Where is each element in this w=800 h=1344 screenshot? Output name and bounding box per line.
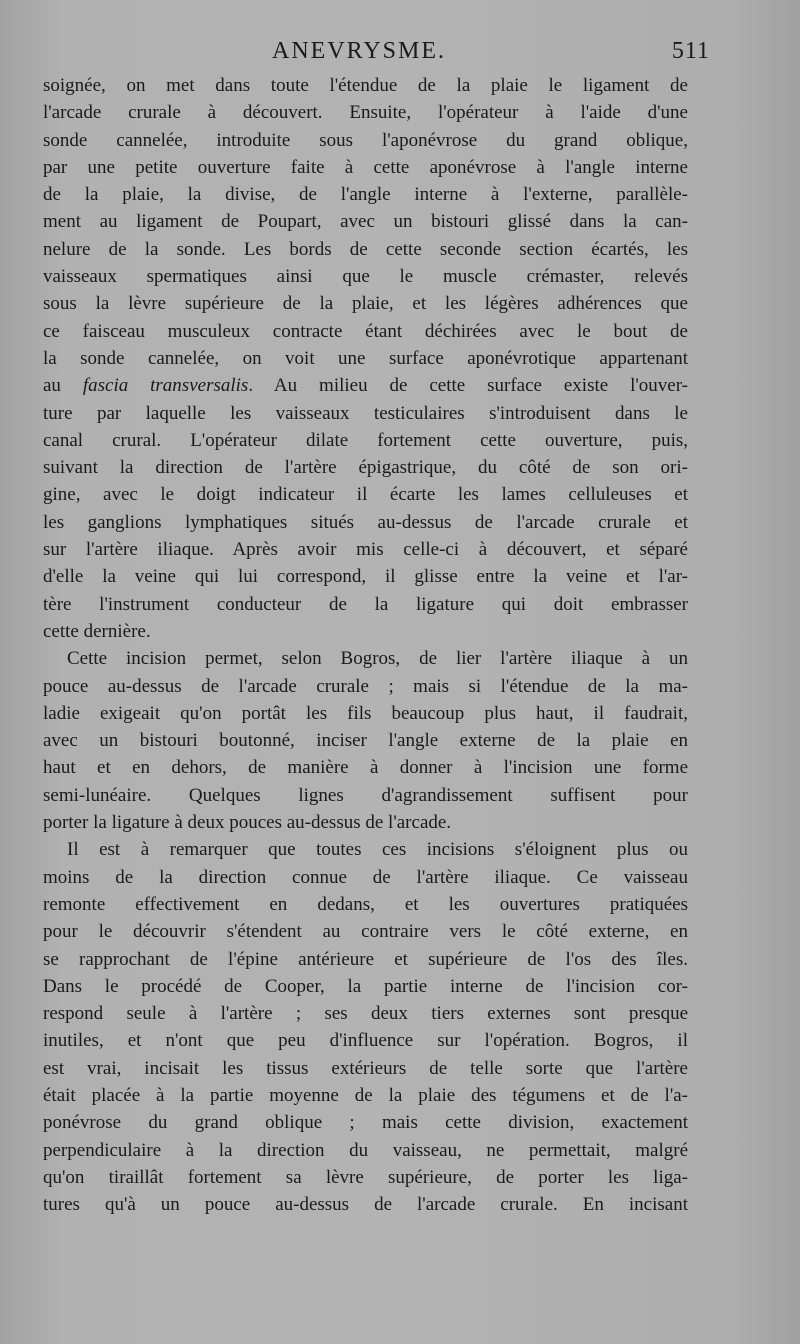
text-line: porter la ligature à deux pouces au-dessus de l'arcade. xyxy=(43,812,452,834)
text-line: ce faisceau musculeux contracte étant déchirées avec le bout de xyxy=(43,320,688,342)
text-line: au fascia transversalis. Au milieu de cette surface existe l'ouver- xyxy=(43,375,688,397)
text-line: ture par laquelle les vaisseaux testiculaires s'introduisent dans le xyxy=(43,402,688,424)
text-line: qu'on tiraillât fortement sa lèvre supérieure, de porter les liga- xyxy=(43,1166,688,1188)
text-line: la sonde cannelée, on voit une surface aponévrotique appartenant xyxy=(43,347,688,369)
text-line: avec un bistouri boutonné, inciser l'angle externe de la plaie en xyxy=(43,730,688,752)
text-line: par une petite ouverture faite à cette aponévrose à l'angle interne xyxy=(43,156,688,178)
text-line: sur l'artère iliaque. Après avoir mis celle-ci à découvert, et séparé xyxy=(43,539,688,561)
text-line: ladie exigeait qu'on portât les fils beaucoup plus haut, il faudrait, xyxy=(43,702,688,724)
text-line: respond seule à l'artère ; ses deux tiers externes sont presque xyxy=(43,1003,688,1025)
page-number: 511 xyxy=(671,38,710,64)
text-line: gine, avec le doigt indicateur il écarte les lames celluleuses et xyxy=(43,484,688,506)
text-line: de la plaie, la divise, de l'angle interne à l'externe, parallèle- xyxy=(43,184,688,206)
text-line: moins de la direction connue de l'artère iliaque. Ce vaisseau xyxy=(43,866,688,888)
text-line: ponévrose du grand oblique ; mais cette division, exactement xyxy=(43,1112,688,1134)
running-title: ANEVRYSME. xyxy=(272,38,447,64)
text-line: tère l'instrument conducteur de la ligature qui doit embrasser xyxy=(43,593,688,615)
text-line: ment au ligament de Poupart, avec un bistouri glissé dans la can- xyxy=(43,211,688,233)
text-line: d'elle la veine qui lui correspond, il glisse entre la veine et l'ar- xyxy=(43,566,688,588)
text-line: semi-lunéaire. Quelques lignes d'agrandissement suffisent pour xyxy=(43,784,688,806)
body-text xyxy=(43,72,688,1218)
text-line: perpendiculaire à la direction du vaisseau, ne permettait, malgré xyxy=(43,1139,688,1161)
text-line: pouce au-dessus de l'arcade crurale ; mais si l'étendue de la ma- xyxy=(43,675,688,697)
text-line: est vrai, incisait les tissus extérieurs de telle sorte que l'artère xyxy=(43,1057,688,1079)
text-line: remonte effectivement en dedans, et les ouvertures pratiquées xyxy=(43,893,688,915)
text-line: sous la lèvre supérieure de la plaie, et les légères adhérences que xyxy=(43,293,688,315)
text-line: l'arcade crurale à découvert. Ensuite, l'opérateur à l'aide d'une xyxy=(43,102,688,124)
text-line: se rapprochant de l'épine antérieure et supérieure de l'os des îles. xyxy=(43,948,688,970)
text-line: soignée, on met dans toute l'étendue de la plaie le ligament de xyxy=(43,75,688,96)
text-line: tures qu'à un pouce au-dessus de l'arcade crurale. En incisant xyxy=(43,1194,688,1216)
text-line: Dans le procédé de Cooper, la partie interne de l'incision cor- xyxy=(43,975,688,997)
text-line: canal crural. L'opérateur dilate fortement cette ouverture, puis, xyxy=(43,429,688,451)
text-line: haut et en dehors, de manière à donner à l'incision une forme xyxy=(43,757,688,779)
text-line: vaisseaux spermatiques ainsi que le muscle crémaster, relevés xyxy=(43,266,688,288)
text-line: suivant la direction de l'artère épigastrique, du côté de son ori- xyxy=(43,457,688,479)
text-line: était placée à la partie moyenne de la plaie des tégumens et de l'a- xyxy=(43,1084,688,1106)
text-line: Il est à remarquer que toutes ces incisions s'éloignent plus ou xyxy=(67,839,688,861)
text-line: cette dernière. xyxy=(43,620,151,642)
text-line: sonde cannelée, introduite sous l'aponévrose du grand oblique, xyxy=(43,129,688,151)
text-line: pour le découvrir s'étendent au contraire vers le côté externe, en xyxy=(43,921,688,943)
text-line: nelure de la sonde. Les bords de cette seconde section écartés, les xyxy=(43,238,688,260)
page-header xyxy=(40,38,710,68)
text-line: Cette incision permet, selon Bogros, de lier l'artère iliaque à un xyxy=(67,648,688,670)
text-line: inutiles, et n'ont que peu d'influence sur l'opération. Bogros, il xyxy=(43,1030,688,1052)
text-line: les ganglions lymphatiques situés au-dessus de l'arcade crurale et xyxy=(43,511,688,533)
